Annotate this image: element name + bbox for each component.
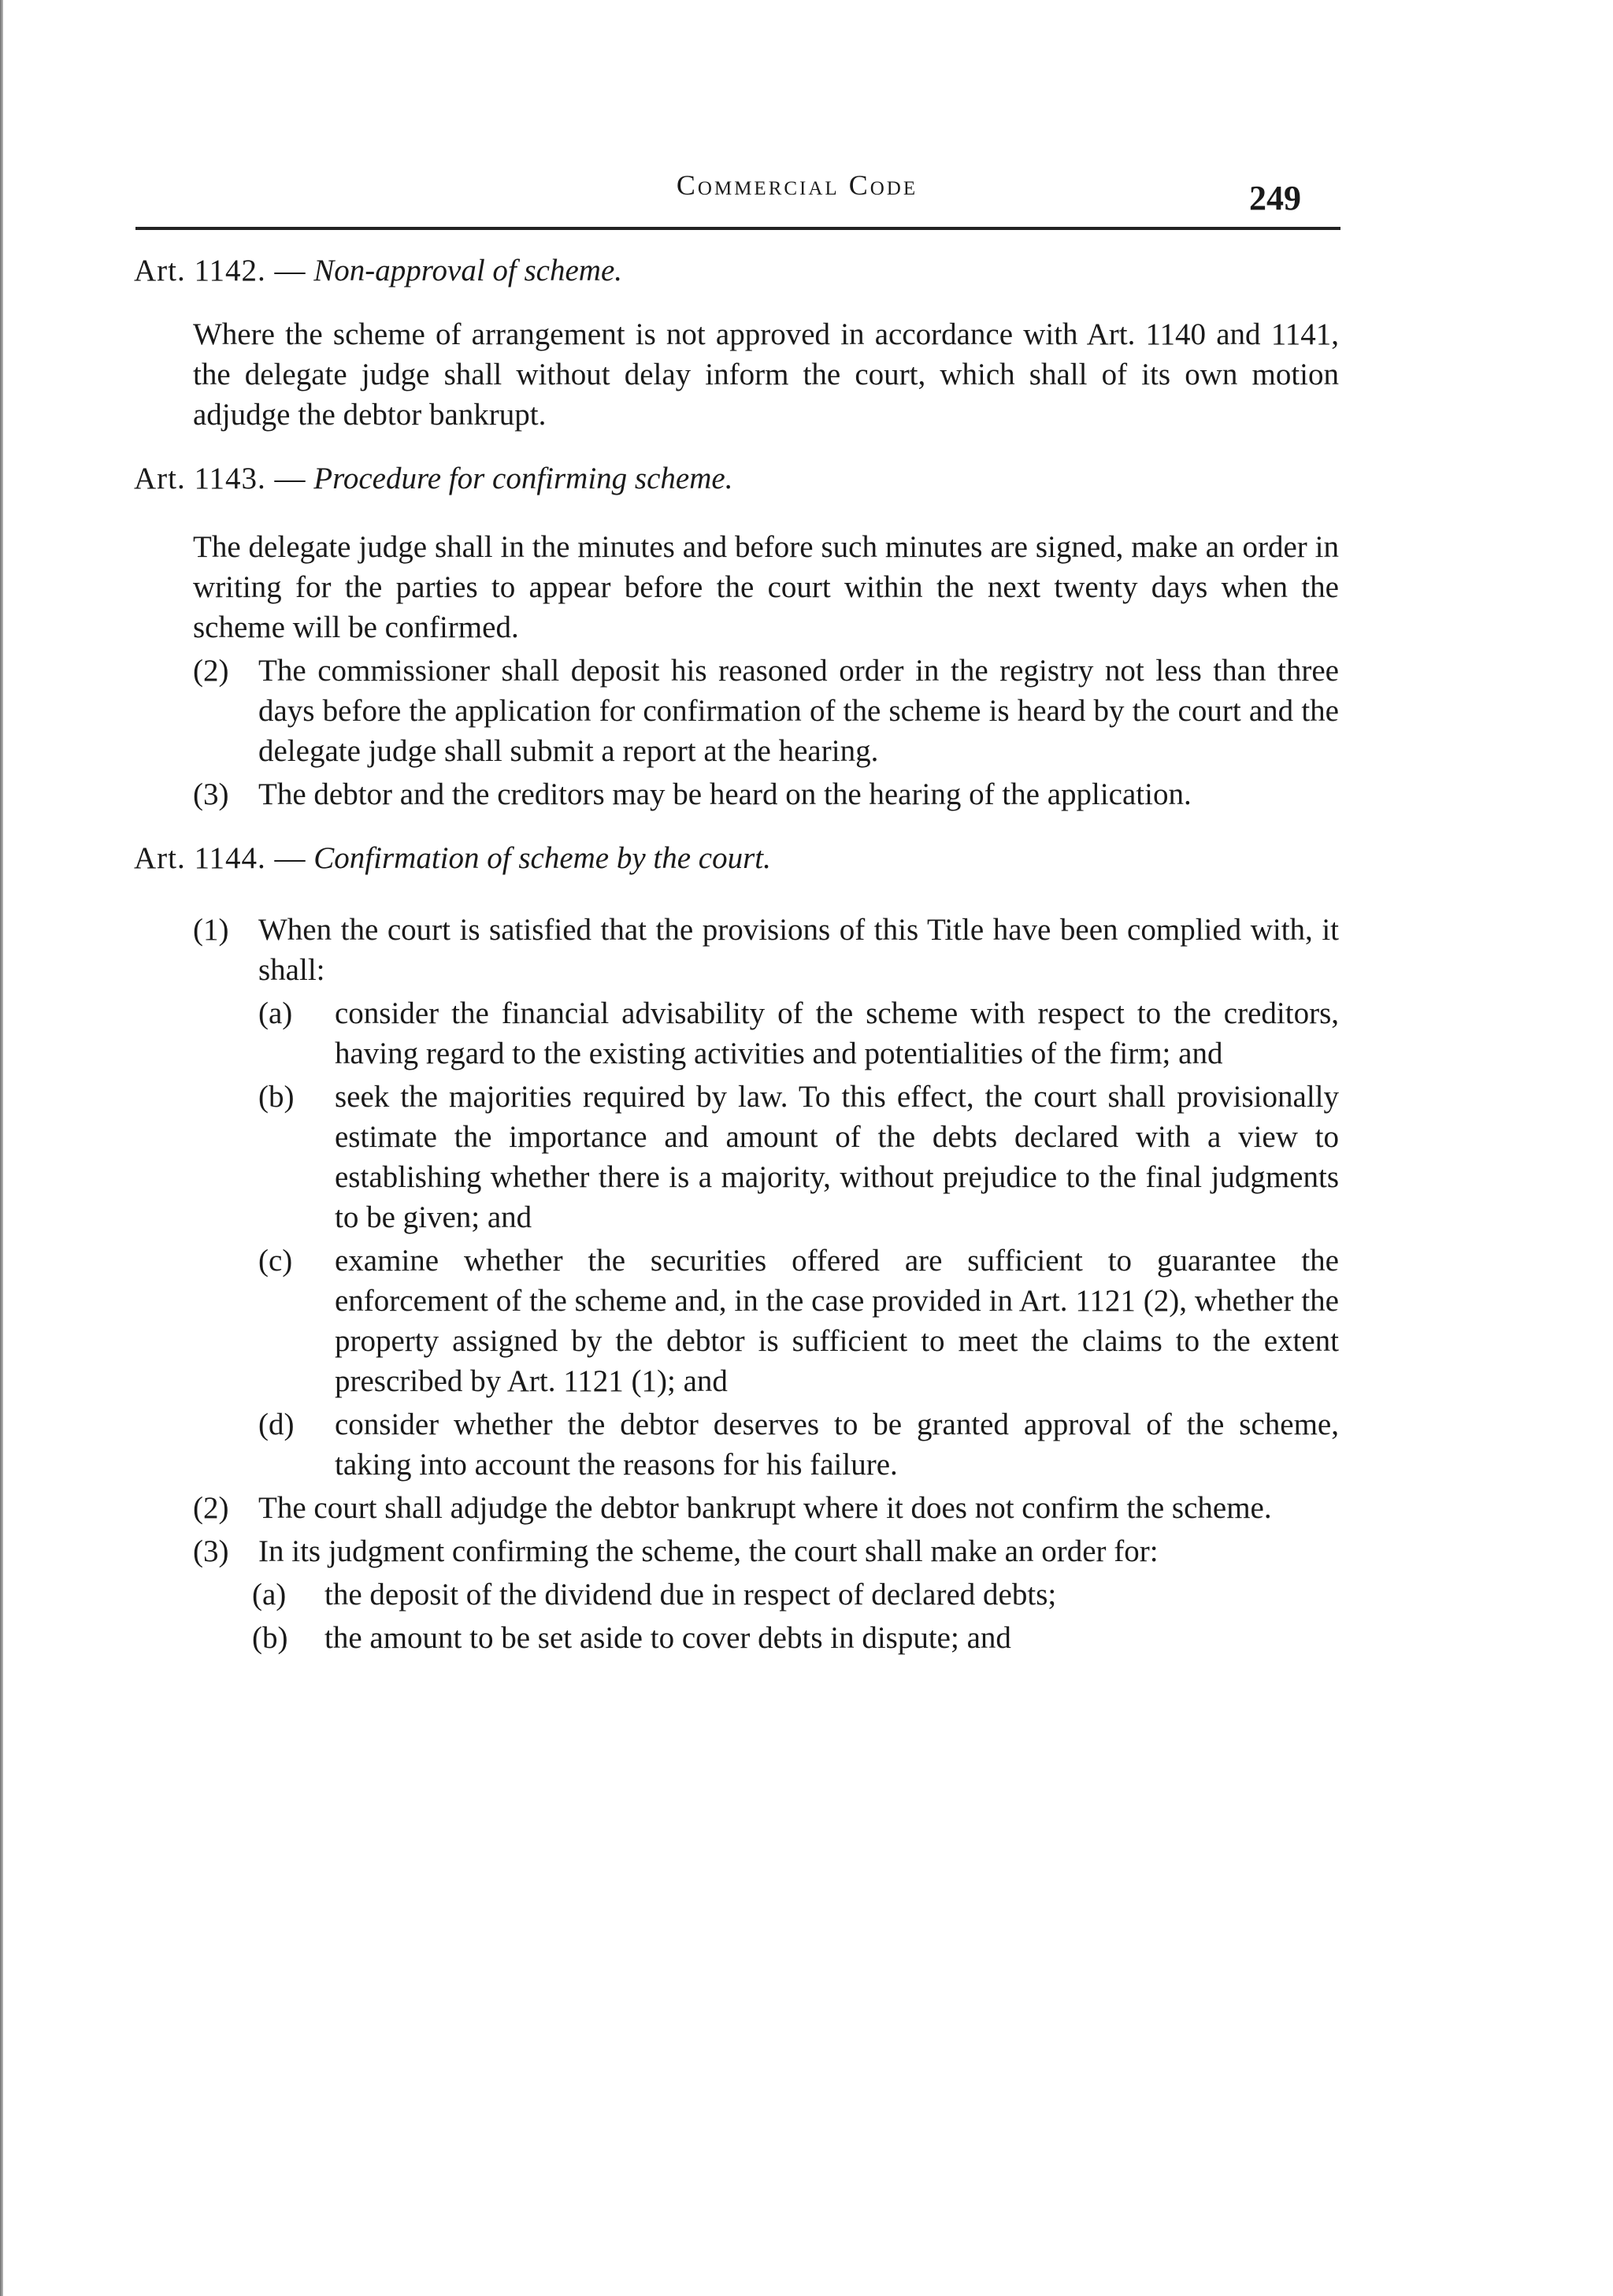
page-body [118,250,1339,1658]
article-heading [118,838,1339,878]
sub-item-text: the deposit of the dividend due in respect of declared debts; [324,1578,1057,1612]
header-rule [135,227,1340,230]
item-marker: (1) [193,913,229,947]
list-item [118,1531,1339,1571]
article-heading [118,458,1339,499]
item-marker: (2) [193,654,229,688]
article-title: Non-approval of scheme. [313,254,623,287]
list-item [118,651,1339,771]
item-marker: (3) [193,1534,229,1568]
article-number: Art. 1143. — [134,462,306,495]
sub-item-marker: (b) [252,1621,288,1655]
sub-list-item [118,1241,1339,1401]
page-binding-edge [0,0,3,2296]
sub-list-item [118,1575,1339,1615]
list-item [118,1488,1339,1528]
sub-item-text: consider whether the debtor deserves to be granted approval of the scheme, taking into account the reasons for his failure. [335,1408,1339,1482]
list-item [118,910,1339,990]
sub-item-marker: (d) [258,1408,295,1441]
article-paragraph: Where the scheme of arrangement is not approved in accordance with Art. 1140 and 1141, the delegate judge shall without delay inform the court, which shall of its own motion adjudge the debtor bankrupt. [193,317,1339,432]
list-item [118,774,1339,814]
article-heading [118,250,1339,291]
item-marker: (2) [193,1491,229,1525]
sub-item-text: the amount to be set aside to cover debts in dispute; and [324,1621,1011,1655]
sub-item-text: examine whether the securities offered are sufficient to guarantee the enforcement of the scheme and, in the case provided in Art. 1121 (2), whether the property assigned by the debtor is sufficient to meet the claims to the extent prescribed by Art. 1121 (1); and [335,1244,1339,1398]
sub-item-marker: (b) [258,1080,295,1114]
item-text: The commissioner shall deposit his reasoned order in the registry not less than three days before the application for confirmation of the scheme is heard by the court and the delegate judge shall submit a report at the hearing. [258,654,1339,768]
sub-list-item [118,1077,1339,1237]
sub-list-item [118,993,1339,1074]
running-head: Commercial Code [676,169,918,201]
sub-list-item [118,1404,1339,1485]
sub-item-text: consider the financial advisability of the scheme with respect to the creditors, having regard to the existing activities and potentialities of the firm; and [335,996,1339,1070]
article-title: Confirmation of scheme by the court. [313,841,771,875]
article-number: Art. 1142. — [134,254,306,287]
sub-item-marker: (a) [252,1578,287,1612]
sub-item-marker: (a) [258,996,293,1030]
article-paragraph: The delegate judge shall in the minutes and before such minutes are signed, make an order in writing for the parties to appear before the court within the next twenty days when the scheme will be confirmed. [193,530,1339,644]
sub-item-text: seek the majorities required by law. To this effect, the court shall provisionally estimate the importance and amount of the debts declared with a view to establishing whether there is a majority, without prejudice to the final judgments to be given; and [335,1080,1339,1234]
item-text: The debtor and the creditors may be heard on the hearing of the application. [258,777,1192,811]
sub-item-marker: (c) [258,1244,293,1278]
page-number: 249 [1249,179,1301,217]
article-title: Procedure for confirming scheme. [313,462,733,495]
sub-list-item [118,1618,1339,1658]
item-text: The court shall adjudge the debtor bankrupt where it does not confirm the scheme. [258,1491,1272,1525]
item-text: When the court is satisfied that the provisions of this Title have been complied with, it shall: [258,913,1339,987]
item-marker: (3) [193,777,229,811]
item-text: In its judgment confirming the scheme, the court shall make an order for: [258,1534,1159,1568]
page-header [135,167,1340,230]
article-number: Art. 1144. — [134,841,306,875]
